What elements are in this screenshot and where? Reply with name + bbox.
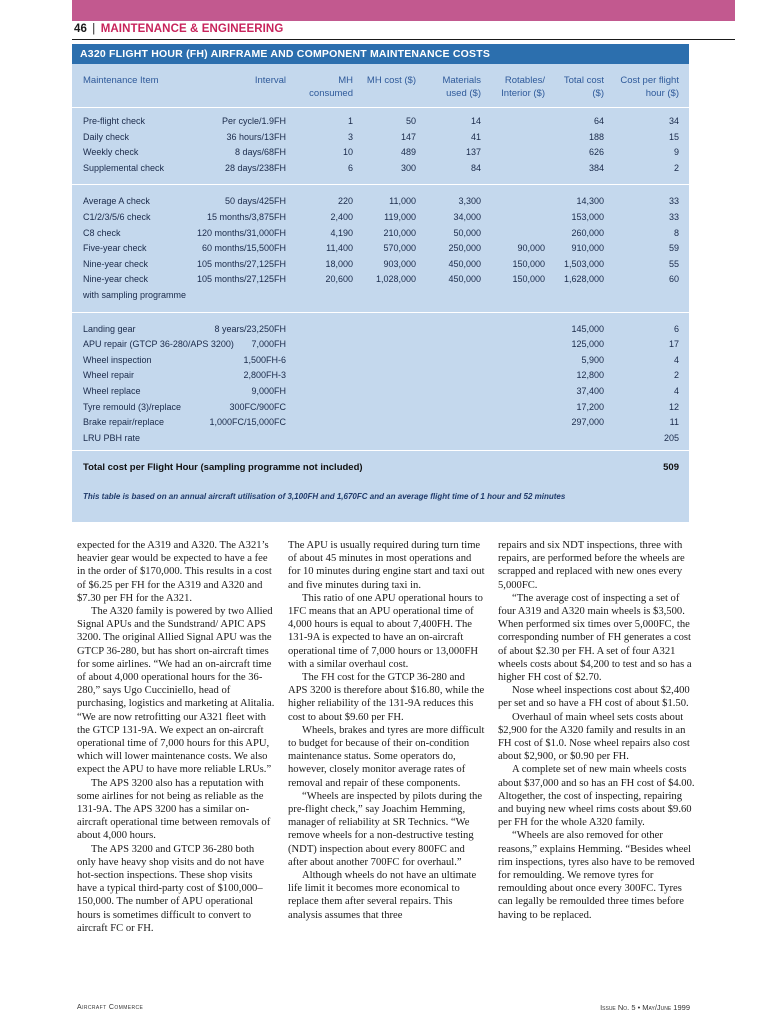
cell-total: 145,000 xyxy=(571,323,604,334)
table-title: A320 FLIGHT HOUR (FH) AIRFRAME AND COMPONENT MAINTENANCE COSTS xyxy=(72,44,689,64)
cell-item: Nine-year check xyxy=(83,258,149,269)
total-divider xyxy=(72,450,689,451)
cell-mh_cost: 300 xyxy=(400,162,416,173)
table-row xyxy=(72,210,689,226)
article-column-2 xyxy=(288,539,486,922)
cell-item: Landing gear xyxy=(83,323,136,334)
article-paragraph: The APS 3200 and GTCP 36-280 both only have heavy shop visits and do not have hot-section inspections. These shop visits have a typical third-party cost of $100,000–150,000. The number of APU operational hours is sometimes difficult to convert to aircraft FC or FH. xyxy=(77,843,265,934)
article-paragraph: Although wheels do not have an ultimate life limit it becomes more economical to replace them after several repairs. This analysis assumes that three xyxy=(288,870,477,921)
cell-mh: 3 xyxy=(347,131,353,142)
table-row xyxy=(72,400,689,416)
cell-total: 64 xyxy=(593,116,604,126)
article-paragraph: The APU is usually required during turn time of about 45 minutes in most operations and for 10 minutes during engine start and taxi out and five minutes during taxi in. xyxy=(288,540,485,591)
cell-item: Daily check xyxy=(83,131,130,142)
cell-cpfh: 4 xyxy=(673,354,679,365)
article-paragraph: “Wheels are also removed for other reasons,” explains Hemming. “Besides wheel rim inspections, tyres also have to be removed for remoulding. We remove tyres for remoulding about once every 300FC. Tyres can legally be remoulded three times before having to be replaced. xyxy=(498,830,695,921)
article-paragraph: The FH cost for the GTCP 36-280 and APS 3200 is therefore about $16.80, while the higher reliability of the 131-9A reduces this cost to about $9.60 per FH. xyxy=(288,672,485,723)
cell-interval: 7,000FH xyxy=(251,339,286,350)
cell-cpfh: 205 xyxy=(663,432,679,443)
cell-item: Supplemental check xyxy=(83,162,165,173)
cell-total: 188 xyxy=(588,131,604,142)
total-row xyxy=(83,462,679,473)
cell-mh_cost: 570,000 xyxy=(383,243,416,254)
article-paragraph: “The average cost of inspecting a set of four A319 and A320 main wheels is $3,500. When performed six times over 5,000FC, the corresponding number of FH generates a cost of about $2.30 per FH. A set of four A321 wheels costs about $4,200 to test and so has a higher FH cost of $2.70. xyxy=(498,592,692,684)
cell-cpfh: 9 xyxy=(673,147,679,158)
cell-interval: 105 months/27,125FH xyxy=(196,258,286,269)
cell-interval: 2,800FH-3 xyxy=(243,370,286,381)
cell-item: Five-year check xyxy=(83,243,147,254)
table-row xyxy=(72,368,689,384)
cell-mh: 1 xyxy=(347,116,353,126)
cell-materials: 34,000 xyxy=(453,211,481,222)
cell-mh: 2,400 xyxy=(330,211,353,222)
cell-rotables: 150,000 xyxy=(512,274,545,285)
cell-mh: 18,000 xyxy=(325,258,353,269)
header-color-bar xyxy=(72,0,735,21)
article-paragraph: The APS 3200 also has a reputation with some airlines for not being as reliable as the 131-9A. The APS 3200 has a similar on-aircraft operational time between removals of about 4,000 hours. xyxy=(77,777,271,842)
header-rotables: Rotables/ Interior ($) xyxy=(501,75,545,99)
cell-interval: 300FC/900FC xyxy=(229,401,286,412)
cell-interval: 1,500FH-6 xyxy=(243,354,286,365)
header-total-cost: Total cost ($) xyxy=(563,75,604,99)
table-row xyxy=(72,353,689,369)
cell-cpfh: 33 xyxy=(668,196,679,207)
cell-interval: 8 years/23,250FH xyxy=(214,323,286,334)
table-row xyxy=(72,114,689,130)
cell-total: 910,000 xyxy=(571,243,604,254)
cell-item: Average A check xyxy=(83,196,150,207)
cell-total: 1,503,000 xyxy=(563,258,604,269)
article-paragraph: expected for the A319 and A320. The A321’s heavier gear would be expected to have a fee in the order of $170,000. This results in a cost of $6.25 per FH for the A319 and A320 and $7.30 per FH for the A321. xyxy=(77,540,272,604)
table-row xyxy=(72,272,689,288)
cell-item: C8 check xyxy=(83,227,121,238)
cell-rotables: 90,000 xyxy=(517,243,545,254)
cell-mh_cost: 903,000 xyxy=(383,258,416,269)
cell-item: Wheel replace xyxy=(83,385,141,396)
table-row xyxy=(72,130,689,146)
table-row xyxy=(72,431,689,447)
table-row xyxy=(72,288,689,304)
cell-item: Weekly check xyxy=(83,147,139,158)
group-spacer xyxy=(72,304,689,322)
table-row xyxy=(72,241,689,257)
page-number: 46 xyxy=(74,23,87,35)
cell-materials: 137 xyxy=(465,147,481,158)
cell-interval: 60 months/15,500FH xyxy=(201,243,286,254)
cell-total: 5,900 xyxy=(581,354,604,365)
cell-mh_cost: 50 xyxy=(405,116,416,126)
cell-total: 626 xyxy=(588,147,604,158)
cell-interval: Per cycle/1.9FH xyxy=(221,116,286,126)
header-interval: Interval xyxy=(254,75,286,86)
cell-total: 125,000 xyxy=(571,339,604,350)
cell-total: 1,628,000 xyxy=(563,274,604,285)
header-separator: | xyxy=(92,23,96,35)
cell-mh: 220 xyxy=(337,196,353,207)
table-body xyxy=(72,114,689,446)
cell-cpfh: 55 xyxy=(668,258,679,269)
cell-mh_cost: 210,000 xyxy=(383,227,416,238)
group-spacer xyxy=(72,176,689,194)
cell-materials: 3,300 xyxy=(458,196,481,207)
article-paragraph: “Wheels are inspected by pilots during the pre-flight check,” say Joachim Hemming, manager of reliability at SR Technics. “We remove wheels for a non-destructive testing (NDT) inspection about every 800FC and after about another 700FC for overhaul.” xyxy=(288,790,483,868)
article-paragraph: This ratio of one APU operational hours to 1FC means that an APU operational time of 4,000 hours is equal to about 7,400FH. The 131-9A is expected to have an on-aircraft operational time of 7,000 hours or 13,000FH with a similar overhaul cost. xyxy=(288,592,483,670)
table-row xyxy=(72,257,689,273)
cell-interval: 15 months/3,875FH xyxy=(206,211,286,222)
cell-materials: 50,000 xyxy=(453,227,481,238)
cell-materials: 84 xyxy=(470,162,481,173)
cell-total: 14,300 xyxy=(576,196,604,207)
cell-rotables: 150,000 xyxy=(512,258,545,269)
cell-total: 153,000 xyxy=(571,211,604,222)
article-paragraph: The A320 family is powered by two Allied Signal APUs and the Sundstrand/ APIC APS 3200. The original Allied Signal APU was the GTCP 36-280, but has short on-aircraft times for some airlines. “We had an on-aircraft time of about 4,000 operational hours for the 36-280,” says Ugo Cucciniello, head of purchasing, logistics and marketing at Alitalia. “We are now retrofitting our A321 fleet with the GTCP 131-9A. We expect an on-aircraft operational time of 7,000 hours for this APU, which will lower maintenance costs. We also expect the APU to have more reliable LRUs.” xyxy=(77,606,275,776)
cell-mh: 11,400 xyxy=(326,243,353,254)
cell-materials: 14 xyxy=(470,116,481,126)
cell-materials: 250,000 xyxy=(448,243,481,254)
header-mh-cost: MH cost ($) xyxy=(366,75,416,86)
table-row xyxy=(72,226,689,242)
group-divider xyxy=(72,312,689,313)
table-row xyxy=(72,161,689,177)
cell-total: 384 xyxy=(588,162,604,173)
cell-mh_cost: 11,000 xyxy=(389,196,416,207)
cell-item: C1/2/3/5/6 check xyxy=(83,211,151,222)
cell-mh_cost: 119,000 xyxy=(384,211,416,222)
cost-table xyxy=(72,44,689,522)
article-column-1 xyxy=(77,539,275,935)
cell-item: Wheel repair xyxy=(83,370,135,381)
cell-interval: 36 hours/13FH xyxy=(226,131,286,142)
cell-total: 17,200 xyxy=(576,401,604,412)
table-row xyxy=(72,415,689,431)
table-row xyxy=(72,194,689,210)
cell-interval: 50 days/425FH xyxy=(224,196,286,207)
total-label: Total cost per Flight Hour (sampling programme not included) xyxy=(83,462,363,473)
cell-materials: 450,000 xyxy=(448,274,481,285)
cell-mh_cost: 1,028,000 xyxy=(375,274,416,285)
cell-total: 12,800 xyxy=(576,370,604,381)
article-paragraph: A complete set of new main wheels costs about $37,000 and so has an FH cost of $4.00. Altogether, the cost of inspecting, repairing and buying new wheel rims costs about $9.60 per FH for the whole A320 family. xyxy=(498,764,695,829)
cell-cpfh: 59 xyxy=(668,243,679,254)
section-title: MAINTENANCE & ENGINEERING xyxy=(100,23,284,35)
cell-cpfh: 12 xyxy=(668,401,679,412)
cell-mh: 20,600 xyxy=(325,274,353,285)
cell-interval: 1,000FC/15,000FC xyxy=(209,417,286,428)
cell-cpfh: 60 xyxy=(668,274,679,285)
cell-item: with sampling programme xyxy=(83,289,187,300)
cell-total: 37,400 xyxy=(576,385,604,396)
cell-item: Tyre remould (3)/replace xyxy=(83,401,182,412)
header-mh-consumed: MH consumed xyxy=(309,75,353,99)
footer-publication: Aircraft Commerce xyxy=(77,1004,144,1011)
cell-interval: 28 days/238FH xyxy=(224,162,286,173)
cell-item: Pre-flight check xyxy=(83,116,146,126)
cell-cpfh: 15 xyxy=(668,131,679,142)
cell-cpfh: 2 xyxy=(673,370,679,381)
cell-cpfh: 2 xyxy=(673,162,679,173)
table-row xyxy=(72,384,689,400)
cell-mh: 4,190 xyxy=(330,227,353,238)
cell-item: LRU PBH rate xyxy=(83,432,141,443)
cell-cpfh: 17 xyxy=(668,339,679,350)
cell-materials: 450,000 xyxy=(448,258,481,269)
table-row xyxy=(72,145,689,161)
footer-issue: Issue No. 5 • May/June 1999 xyxy=(600,1003,690,1012)
header-cost-per-fh: Cost per flight hour ($) xyxy=(620,75,679,99)
article-paragraph: Wheels, brakes and tyres are more difficult to budget for because of their on-condition maintenance status. Some operators do, however, closely monitor average rates of removal and repair of these components. xyxy=(288,724,485,789)
header-maintenance-item: Maintenance Item xyxy=(83,75,159,86)
cell-cpfh: 6 xyxy=(673,323,679,334)
article-paragraph: repairs and six NDT inspections, three with repairs, are performed before the wheels are scrapped and replaced with new ones every 5,000FC. xyxy=(498,540,685,591)
article-paragraph: Nose wheel inspections cost about $2,400 per set and so have a FH cost of about $1.50. xyxy=(498,685,690,710)
group-divider xyxy=(72,184,689,185)
cell-cpfh: 4 xyxy=(673,385,679,396)
cell-interval: 120 months/31,000FH xyxy=(196,227,286,238)
table-row xyxy=(72,322,689,338)
cell-item: APU repair (GTCP 36-280/APS 3200) xyxy=(83,339,234,350)
cell-cpfh: 11 xyxy=(669,417,679,428)
cell-interval: 8 days/68FH xyxy=(234,147,286,158)
cell-cpfh: 8 xyxy=(673,227,679,238)
table-row xyxy=(72,337,689,353)
header-rule xyxy=(72,39,735,40)
cell-mh_cost: 147 xyxy=(400,131,416,142)
cell-cpfh: 33 xyxy=(668,211,679,222)
cell-materials: 41 xyxy=(470,131,481,142)
cell-item: Nine-year check xyxy=(83,274,149,285)
cell-total: 297,000 xyxy=(571,417,604,428)
cell-mh: 6 xyxy=(347,162,353,173)
header-materials: Materials used ($) xyxy=(442,75,481,99)
table-header-row xyxy=(72,74,689,104)
cell-item: Brake repair/replace xyxy=(83,417,165,428)
cell-total: 260,000 xyxy=(571,227,604,238)
article-paragraph: Overhaul of main wheel sets costs about $2,900 for the A320 family and results in an FH cost of $1.0. Nose wheel repairs also cost about $2,900, or $0.90 per FH. xyxy=(498,711,690,763)
cell-interval: 9,000FH xyxy=(251,385,286,396)
cell-cpfh: 34 xyxy=(668,116,679,126)
table-footnote: This table is based on an annual aircraft utilisation of 3,100FH and 1,670FC and an average flight time of 1 hour and 52 minutes xyxy=(83,492,566,501)
cell-mh: 10 xyxy=(342,147,353,158)
cell-interval: 105 months/27,125FH xyxy=(196,274,286,285)
cell-item: Wheel inspection xyxy=(83,354,152,365)
running-head xyxy=(74,23,283,35)
cell-mh_cost: 489 xyxy=(400,147,416,158)
total-value: 509 xyxy=(663,462,679,473)
header-divider xyxy=(72,107,689,108)
article-column-3 xyxy=(498,539,696,922)
